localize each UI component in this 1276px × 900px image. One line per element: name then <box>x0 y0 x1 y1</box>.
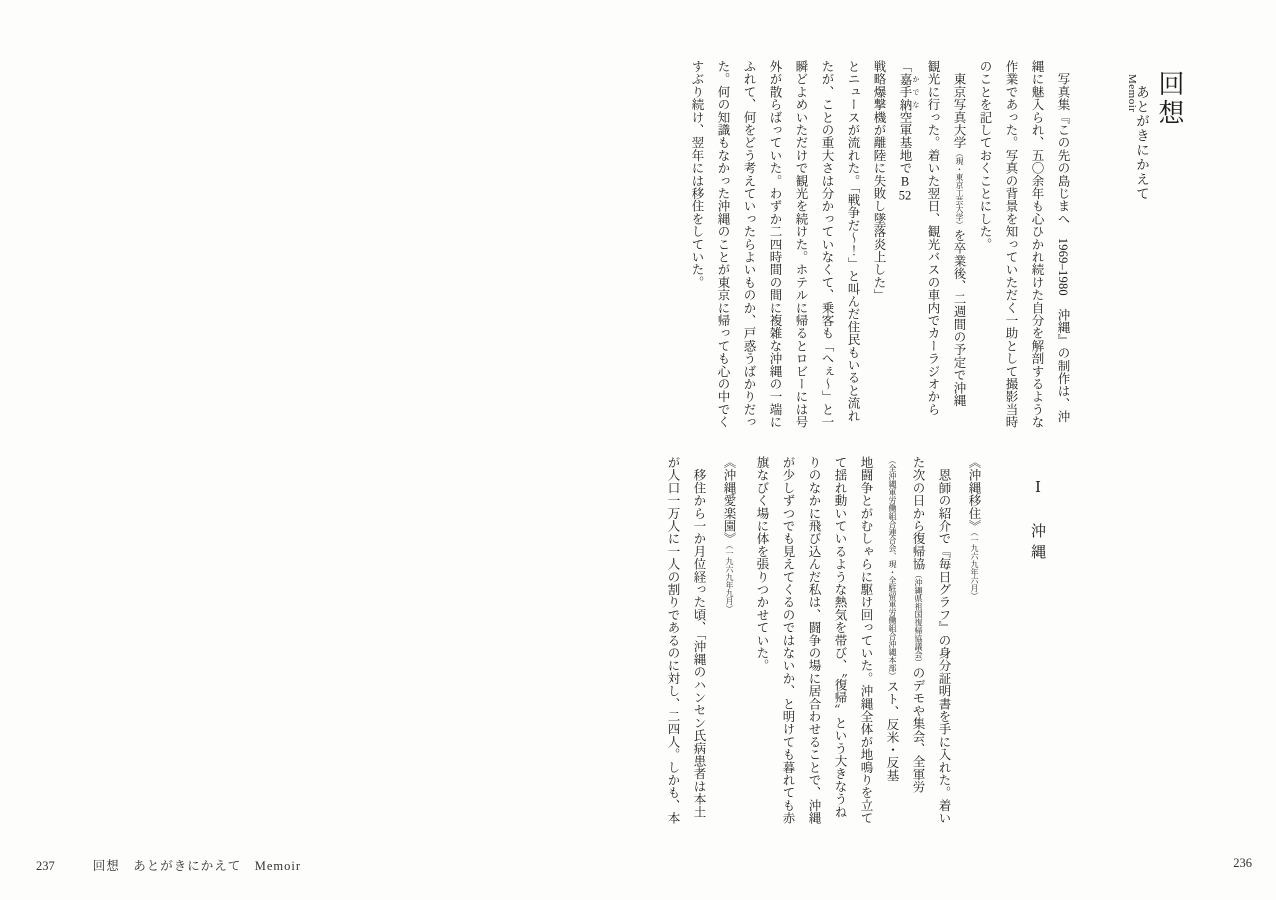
chapter-title <box>1131 70 1188 201</box>
text-column: 作業であった。写真の背景を知っていただく一助として撮影当時 <box>1004 60 1018 429</box>
text-column: 「嘉手納 かでな空軍基地でB52戦略爆撃機が離陸に失敗し墜落炎上した」 <box>872 60 920 302</box>
page-number-right: 236 <box>1233 856 1252 870</box>
text-column: て揺れ動いているような熱気を帯び、〝復帰〟という大きなうね <box>833 456 847 819</box>
text-column: が少しずつでも見えてくるのではないか、と明けても暮れても赤 <box>781 456 795 825</box>
text-column: とニュースが流れた。「戦争だ〜！」と叫んだ住民もいると流れ <box>846 60 860 423</box>
footer-left <box>36 856 301 874</box>
text-column: 瞬どよめいただけで観光を続けた。ホテルに帰るとロビーには号 <box>794 60 808 429</box>
text-column: 観光に行った。着いた翌日、観光バスの車内でカーラジオから <box>926 60 940 416</box>
page-number-left: 237 <box>36 859 55 873</box>
section-heading-column: 《沖縄愛楽園》（一九六九年九月） <box>722 456 736 613</box>
running-title: 回想 あとがきにかえて Memoir <box>92 859 302 873</box>
chapter-title-main: 回想 <box>1155 70 1184 128</box>
text-column: のことを記しておくことにした。 <box>978 60 992 251</box>
text-column: た。何の知識もなかった沖縄のことが東京に帰っても心の中でく <box>716 60 730 429</box>
text-column: 東京写真大学（現・東京工芸大学）を卒業後、二週間の予定で沖縄 <box>952 60 966 407</box>
text-column: りのなかに飛び込んだ私は、闘争の場に居合わせることで、沖縄 <box>807 456 821 825</box>
right-page <box>638 0 1276 900</box>
section-heading-column: 《沖縄移住》（一九六九年六月） <box>967 456 981 601</box>
text-column: ふれて、何をどう考えていったらよいものか、戸惑うばかりだっ <box>742 60 756 429</box>
text-column: 縄に魅入られ、五〇余年も心ひかれ続けた自分を解剖するような <box>1030 60 1044 429</box>
text-column: 恩師の紹介で『毎日グラフ』の身分証明書を手に入れた。着い <box>937 456 951 825</box>
text-column: 写真集『この先の島じまへ 1969–1980 沖縄』の制作は、沖 <box>1056 60 1070 423</box>
chapter-title-sub: あとがきにかえて <box>1134 85 1149 201</box>
text-column: た次の日から復帰協（沖縄県祖国復帰協議会）のデモや集会、全軍労 <box>911 456 925 794</box>
text-column: すぶり続け、翌年には移住をしていた。 <box>690 60 704 289</box>
part-heading: Ⅰ 沖縄 <box>1029 478 1045 565</box>
chapter-title-roman: Memoir <box>1126 74 1138 113</box>
text-column: が人口一万人に一人の割りであるのに対し、二四人。しかも、本 <box>666 456 680 825</box>
right-page-upper-text-block <box>684 60 1076 438</box>
text-column: （全沖縄軍労働組合連合会、現・全駐留軍労働組合沖縄本部）スト、反米・反基 <box>885 456 899 782</box>
text-column: 外が散らばっていた。わずか二四時間の間に複雑な沖縄の一端に <box>768 60 782 429</box>
text-column: 地闘争とがむしゃらに駆け回っていた。沖縄全体が地鳴りを立て <box>859 456 873 825</box>
right-page-lower-text-block <box>660 456 994 836</box>
text-column: たが、ことの重大さは分かっていなくて、乗客も「へぇ〜」と一 <box>820 60 834 429</box>
text-column: 旗なびく場に体を張りつかせていた。 <box>755 456 769 672</box>
text-column: 移住から一か月位経った頃、「沖縄のハンセン氏病患者は本土 <box>692 456 706 819</box>
